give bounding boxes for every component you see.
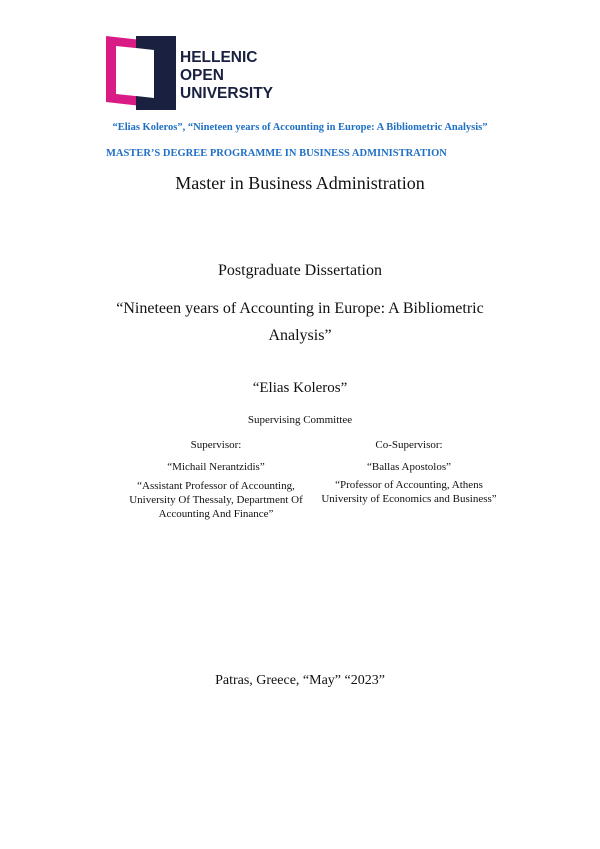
co-supervisor-desc-line-2: University of Economics and Business” [321,493,497,505]
supervisor-desc-line-1: “Assistant Professor of Accounting, [137,480,295,492]
logo-line-2: OPEN [180,67,224,84]
committee-heading: Supervising Committee [247,414,353,426]
place-date: Patras, Greece, “May” “2023” [215,673,385,688]
co-supervisor-desc-line-1: “Professor of Accounting, Athens [335,479,483,491]
dissertation-title [0,295,600,349]
title-line-1: “Nineteen years of Accounting in Europe: A Bibliometric [116,300,484,317]
university-logo [106,34,286,110]
dissertation-type: Postgraduate Dissertation [218,262,382,279]
title-line-2: Analysis” [268,327,332,344]
co-supervisor-name: “Ballas Apostolos” [366,461,452,473]
supervisor-desc-line-3: Accounting And Finance” [158,508,274,520]
logo-wordmark [180,49,273,103]
supervisor-role: Supervisor: [190,439,242,451]
degree-name: Master in Business Administration [175,173,425,193]
author-name: “Elias Koleros” [252,380,348,396]
supervisor-desc-line-2: University Of Thessaly, Department Of [129,494,303,506]
header-programme: MASTER’S DEGREE PROGRAMME IN BUSINESS ADMINISTRATION [106,148,447,159]
logo-line-3: UNIVERSITY [180,85,274,102]
hou-logo-icon [106,34,176,110]
header-title-line: “Elias Koleros”, “Nineteen years of Accounting in Europe: A Bibliometric Analysis” [112,122,488,133]
supervisor-name: “Michail Nerantzidis” [167,461,265,473]
co-supervisor-role: Co-Supervisor: [375,439,443,451]
logo-line-1: HELLENIC [180,49,258,66]
